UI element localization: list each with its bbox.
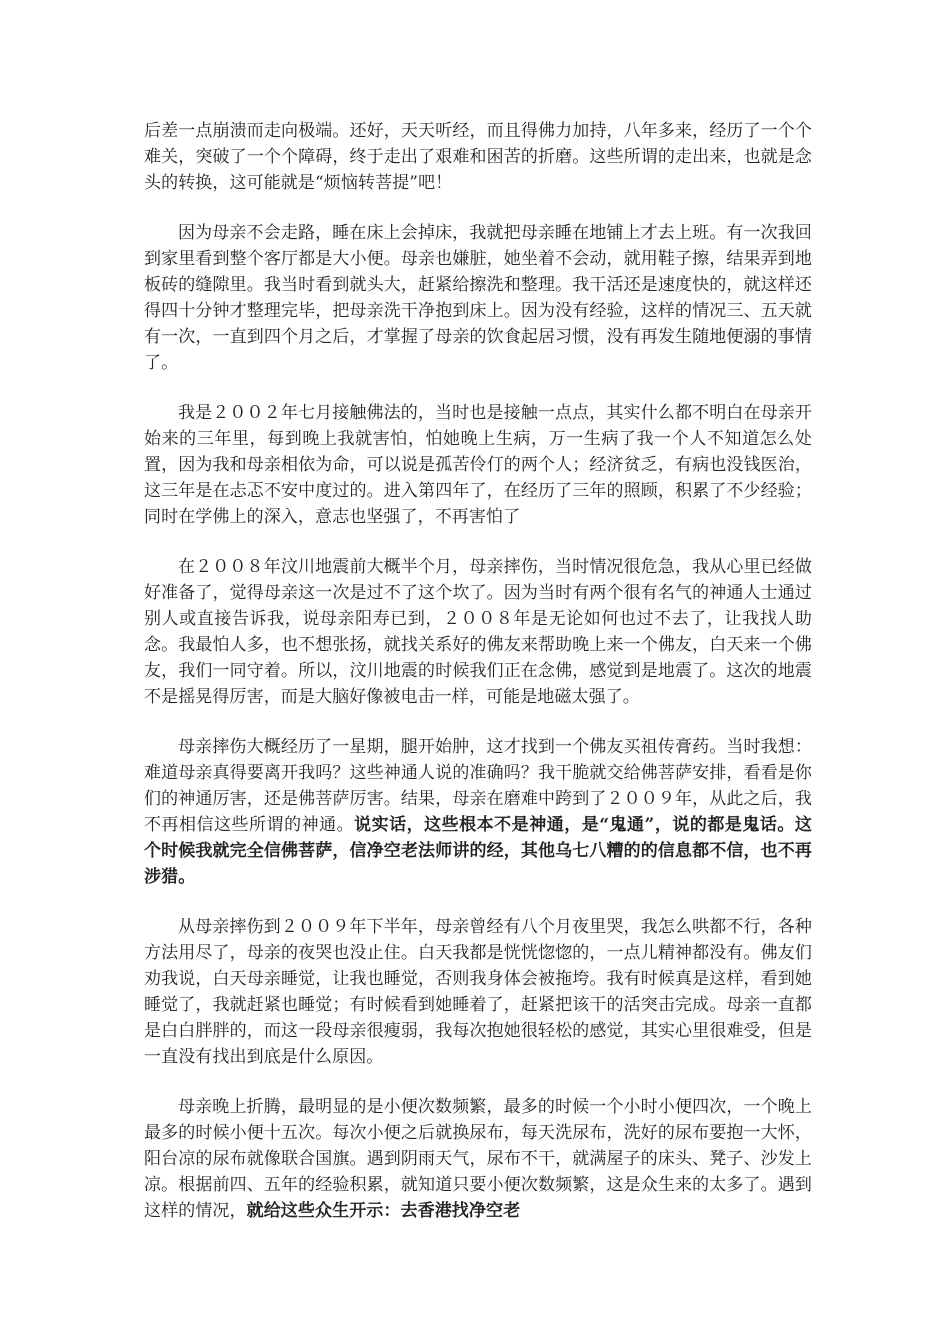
paragraph-4-text: 在２００８年汶川地震前大概半个月，母亲摔伤，当时情况很危急，我从心里已经做好准备了，觉得母亲这一次是过不了这个坎了。因为当时有两个很有名气的神通人士通过别人或直接告诉我，说母亲阳寿已到，２００８年是无论如何也过不去了，让我找人助念。我最怕人多，也不想张扬，就找关系好的佛友来帮助晚上来一个佛友，白天来一个佛友，我们一同守着。所以，汶川地震的时候我们正在念佛，感觉到是地震了。这次的地震不是摇晃得厉害，而是大脑好像被电击一样，可能是地磁太强了。 xyxy=(144,557,812,707)
paragraph-3-text: 我是２００２年七月接触佛法的，当时也是接触一点点，其实什么都不明白在母亲开始来的三年里，每到晚上我就害怕，怕她晚上生病，万一生病了我一个人不知道怎么处置，因为我和母亲相依为命，可以说是孤苦伶仃的两个人；经济贫乏，有病也没钱医治，这三年是在忐忑不安中度过的。进入第四年了，在经历了三年的照顾，积累了不少经验；同时在学佛上的深入，意志也坚强了，不再害怕了 xyxy=(144,403,812,527)
paragraph-3 xyxy=(144,400,812,530)
paragraph-7-bold-text: 就给这些众生开示：去香港找净空老 xyxy=(246,1201,521,1221)
paragraph-7-text: 母亲晚上折腾，最明显的是小便次数频繁，最多的时候一个小时小便四次，一个晚上最多的时候小便十五次。每次小便之后就换尿布，每天洗尿布，洗好的尿布要抱一大怀，阳台凉的尿布就像联合国旗。遇到阴雨天气，尿布不干，就满屋子的床头、凳子、沙发上凉。根据前四、五年的经验积累，就知道只要小便次数频繁，这是众生来的太多了。遇到这样的情况， xyxy=(144,1097,812,1221)
paragraph-1-text: 后差一点崩溃而走向极端。还好，天天听经，而且得佛力加持，八年多来，经历了一个个难关，突破了一个个障碍，终于走出了艰难和困苦的折磨。这些所谓的走出来，也就是念头的转换，这可能就是“烦恼转菩提”吧！ xyxy=(144,121,812,193)
paragraph-5 xyxy=(144,734,812,890)
document-page xyxy=(144,118,812,1224)
paragraph-2 xyxy=(144,220,812,376)
paragraph-6 xyxy=(144,914,812,1070)
paragraph-1 xyxy=(144,118,812,196)
paragraph-2-text: 因为母亲不会走路，睡在床上会掉床，我就把母亲睡在地铺上才去上班。有一次我回到家里看到整个客厅都是大小便。母亲也嫌脏，她坐着不会动，就用鞋子擦，结果弄到地板砖的缝隙里。我当时看到就头大，赶紧给擦洗和整理。我干活还是速度快的，就这样还得四十分钟才整理完毕，把母亲洗干净抱到床上。因为没有经验，这样的情况三、五天就有一次，一直到四个月之后，才掌握了母亲的饮食起居习惯，没有再发生随地便溺的事情了。 xyxy=(144,223,812,373)
paragraph-6-text: 从母亲摔伤到２００９年下半年，母亲曾经有八个月夜里哭，我怎么哄都不行，各种方法用尽了，母亲的夜哭也没止住。白天我都是恍恍惚惚的，一点儿精神都没有。佛友们劝我说，白天母亲睡觉，让我也睡觉，否则我身体会被拖垮。我有时候真是这样，看到她睡觉了，我就赶紧也睡觉；有时候看到她睡着了，赶紧把该干的活突击完成。母亲一直都是白白胖胖的，而这一段母亲很瘦弱，我每次抱她很轻松的感觉，其实心里很难受，但是一直没有找出到底是什么原因。 xyxy=(144,917,812,1067)
paragraph-7 xyxy=(144,1094,812,1224)
paragraph-5-text: 母亲摔伤大概经历了一星期，腿开始肿，这才找到一个佛友买祖传膏药。当时我想：难道母亲真得要离开我吗？这些神通人说的准确吗？我干脆就交给佛菩萨安排，看看是你们的神通厉害，还是佛菩萨厉害。结果，母亲在磨难中跨到了２００９年，从此之后，我不再相信这些所谓的神通。 xyxy=(144,737,812,835)
paragraph-5-bold-text: 说实话，这些根本不是神通，是“鬼通”，说的都是鬼话。这个时候我就完全信佛菩萨，信净空老法师讲的经，其他乌七八糟的的信息都不信，也不再涉猎。 xyxy=(144,815,812,887)
paragraph-4 xyxy=(144,554,812,710)
